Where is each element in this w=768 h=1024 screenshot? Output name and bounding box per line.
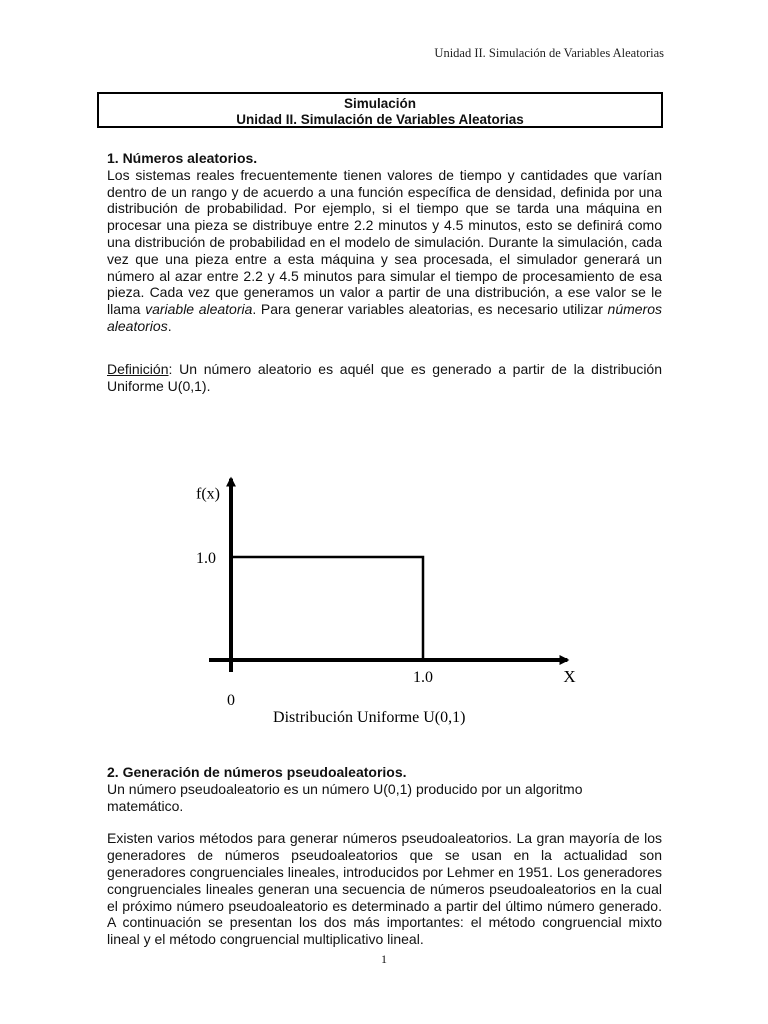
y-axis-label: f(x) bbox=[196, 485, 220, 503]
x-tick-label-origin: 0 bbox=[227, 692, 235, 709]
page-number: 1 bbox=[381, 952, 387, 966]
definition-label: Definición bbox=[107, 361, 169, 377]
term-variable-aleatoria: variable aleatoria bbox=[145, 301, 253, 318]
density-series bbox=[231, 557, 423, 660]
definition bbox=[107, 361, 662, 395]
running-header: Unidad II. Simulación de Variables Aleatorias bbox=[434, 46, 664, 60]
section-2 bbox=[107, 764, 662, 948]
document-title: Simulación bbox=[343, 96, 416, 111]
y-tick-label: 1.0 bbox=[196, 550, 216, 567]
section-2-heading: 2. Generación de números pseudoaleatorios. bbox=[107, 764, 407, 780]
definition-paragraph bbox=[107, 361, 662, 395]
definition-text: : Un número aleatorio es aquél que es generado a partir de la distribución Uniforme U(0,1). bbox=[107, 361, 662, 394]
section-2-paragraph-1: Un número pseudoaleatorio es un número U(0,1) producido por un algoritmo matemático. bbox=[107, 780, 583, 814]
section-1-heading: 1. Números aleatorios. bbox=[107, 150, 258, 166]
para-text-2: . Para generar variables aleatorias, es necesario utilizar bbox=[252, 301, 608, 318]
x-tick-label: 1.0 bbox=[413, 669, 433, 686]
section-1-paragraph bbox=[107, 167, 662, 335]
x-axis-label: X bbox=[563, 667, 576, 686]
title-box bbox=[97, 92, 663, 128]
para-text-3: . bbox=[167, 317, 172, 334]
uniform-distribution-chart bbox=[160, 432, 600, 732]
chart-caption: Distribución Uniforme U(0,1) bbox=[273, 709, 466, 726]
document-subtitle: Unidad II. Simulación de Variables Aleatorias bbox=[236, 112, 524, 127]
section-2-paragraph-2: Existen varios métodos para generar números pseudoaleatorios. La gran mayoría de los generadores de números pseudoaleatorios que se usan en la actualidad son generadores congruenciales lineales, introducidos por Lehmer en 1951. Los generadores congruenciales lineales generan una secuencia de números pseudoaleatorios en la cual el próximo número pseudoaleatorio es determinado a partir del último número generado. A continuación se presentan los dos más importantes: el método congruencial mixto lineal y el método congruencial multiplicativo lineal. bbox=[107, 830, 662, 948]
term-numeros-aleatorios: números aleatorios bbox=[107, 301, 662, 334]
section-1 bbox=[107, 150, 662, 335]
para-text-1: Los sistemas reales frecuentemente tienen valores de tiempo y cantidades que varían dentro de un rango y de acuerdo a una función específica de densidad, definida por una distribución de probabilidad. Por ejemplo, si el tiempo que se tarda una máquina en procesar una pieza se distribuye entre 2.2 minutos y 4.5 minutos, esto se definirá como una distribución de probabilidad en el modelo de simulación. Durante la simulación, cada vez que una pieza entre a esta máquina y sea procesada, el simulador generará un número al azar entre 2.2 y 4.5 minutos para simular el tiempo de procesamiento de esa pieza. Cada vez que generamos un valor a partir de una distribución, a ese valor se le llama bbox=[107, 166, 662, 318]
